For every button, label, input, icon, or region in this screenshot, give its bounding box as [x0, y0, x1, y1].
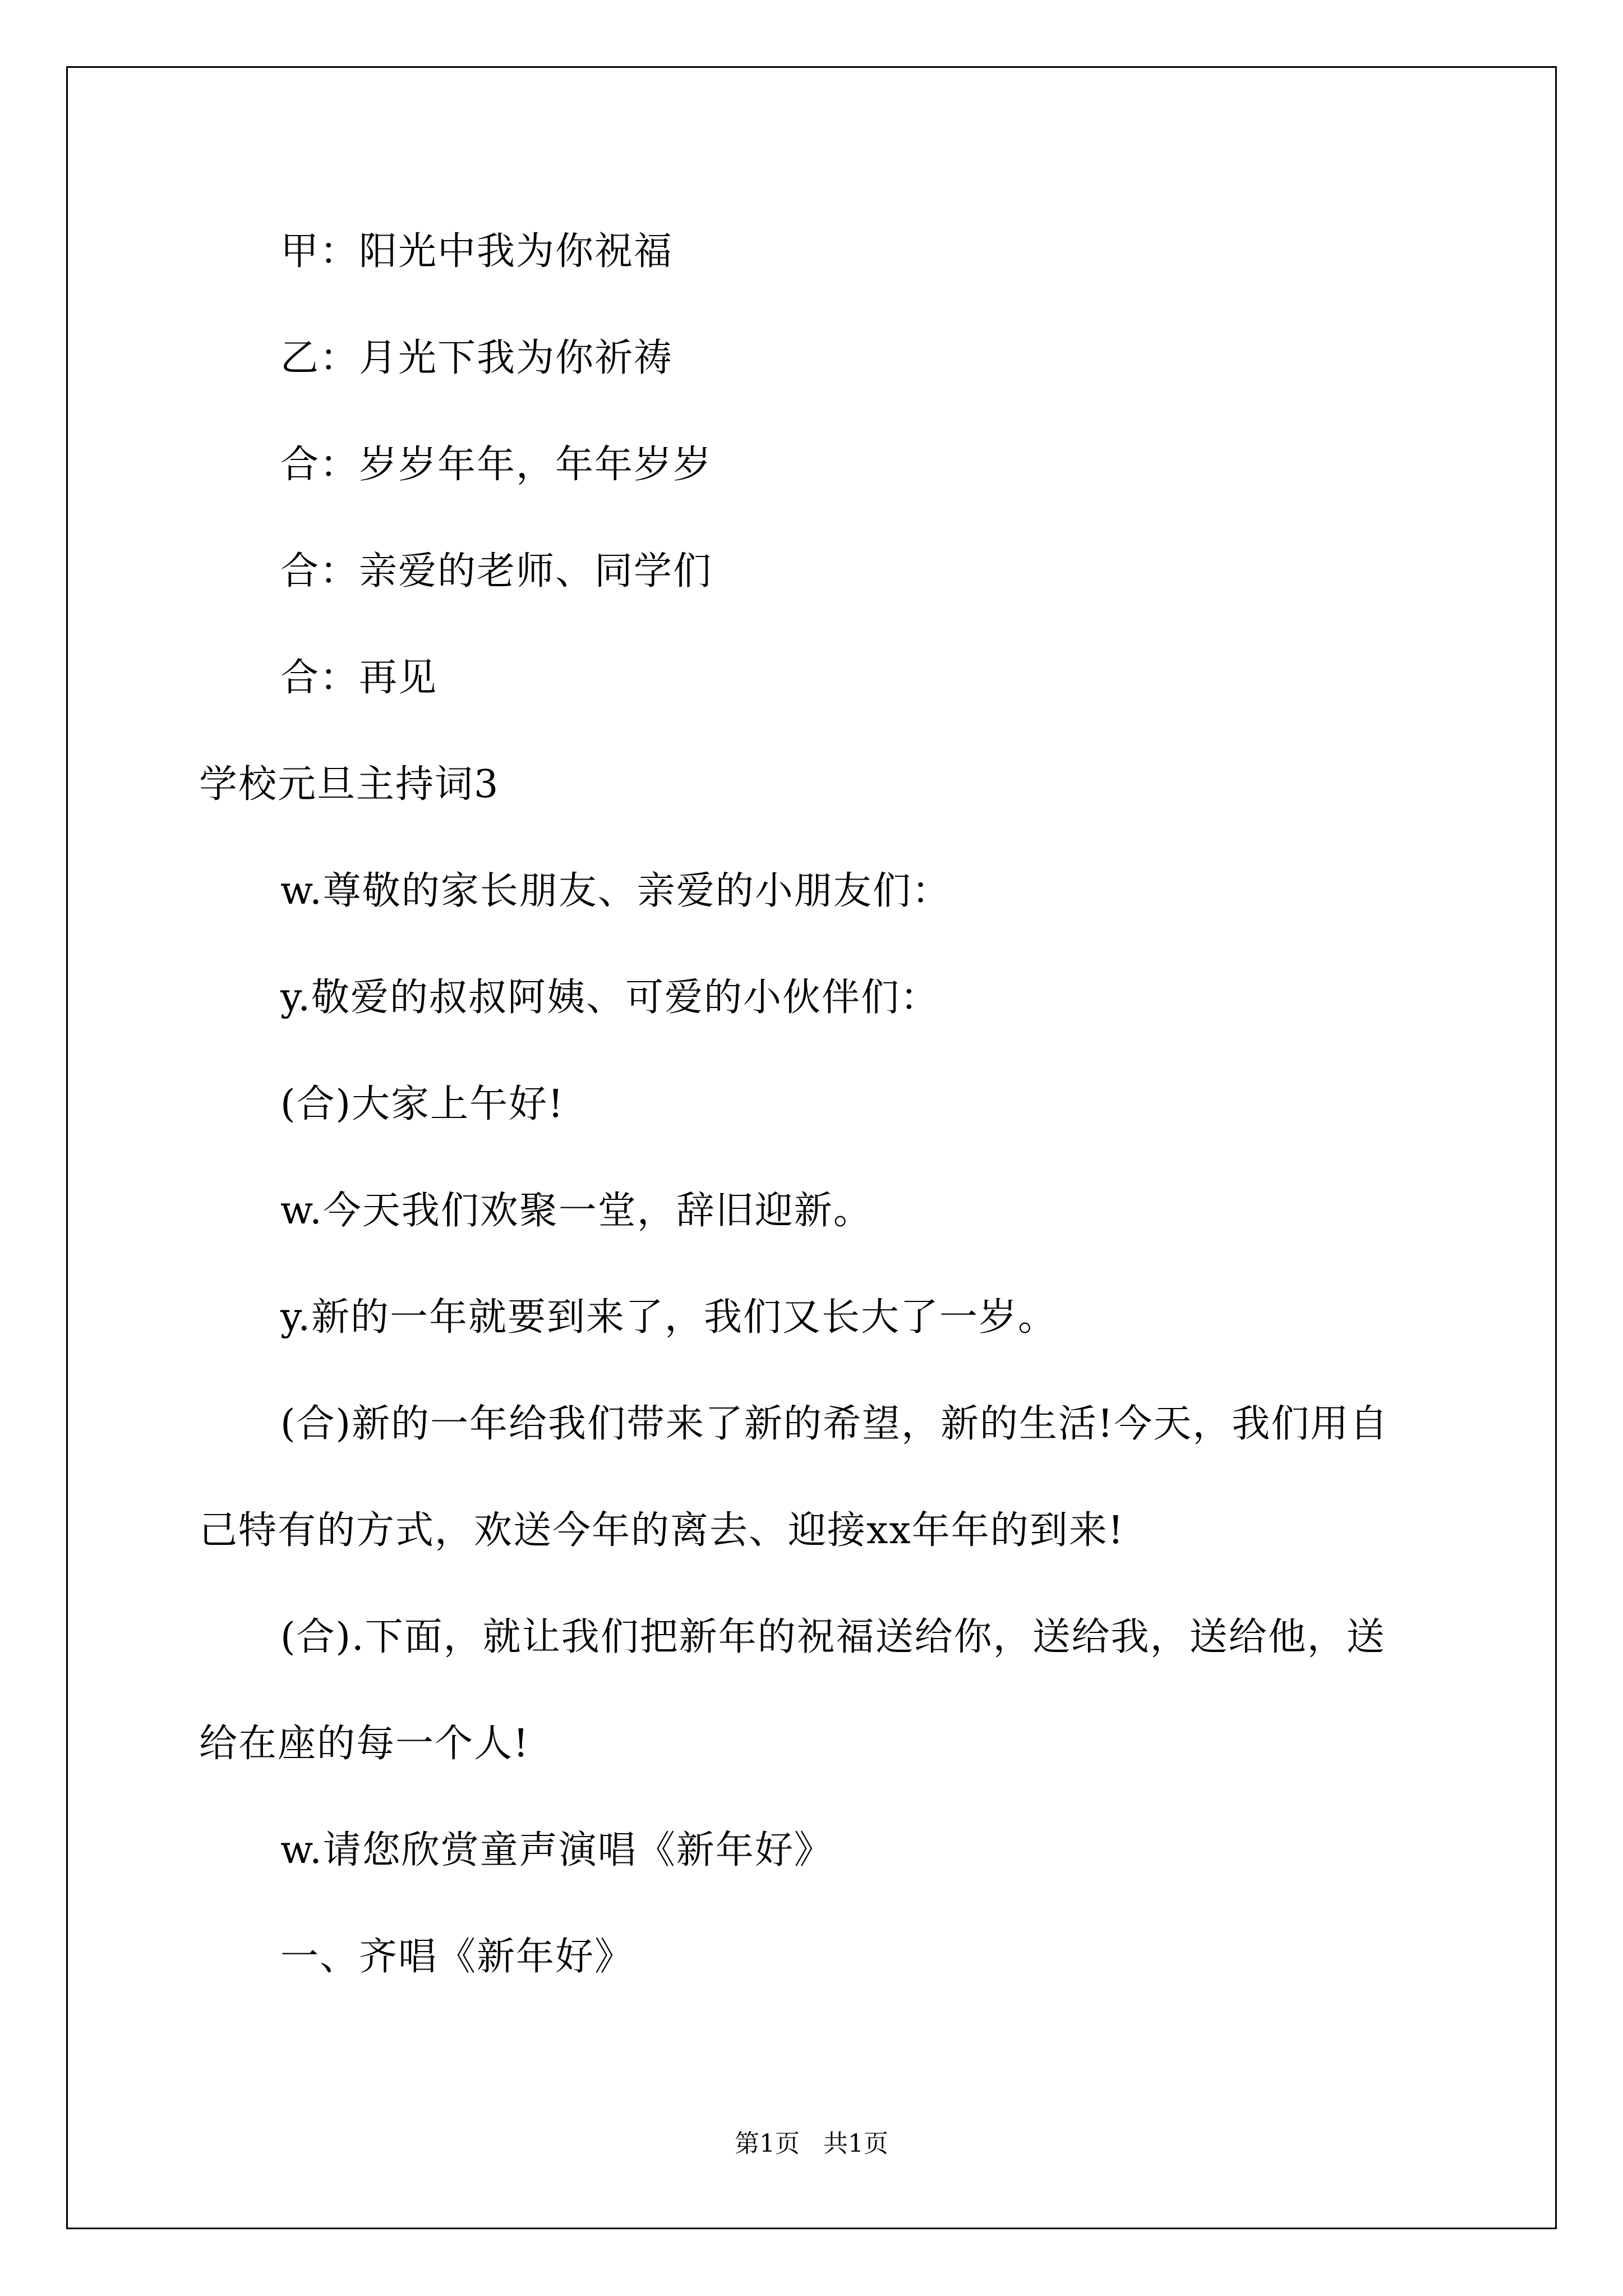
- dialogue-line: 一、齐唱《新年好》: [280, 1935, 634, 1979]
- dialogue-line: 合：岁岁年年，年年岁岁: [280, 443, 713, 487]
- dialogue-line-continuation: 己特有的方式，欢送今年的离去、迎接xx年年的到来!: [199, 1508, 1125, 1553]
- dialogue-line: 合：亲爱的老师、同学们: [280, 549, 713, 593]
- dialogue-line: w.请您欣赏童声演唱《新年好》: [280, 1828, 833, 1872]
- dialogue-line: (合)新的一年给我们带来了新的希望，新的生活!今天，我们用自: [280, 1402, 1389, 1446]
- dialogue-line: 乙：月光下我为你祈祷: [280, 336, 674, 380]
- dialogue-line-continuation: 给在座的每一个人!: [199, 1722, 530, 1766]
- page-border: [66, 66, 1557, 2229]
- dialogue-line: 合：再见: [280, 656, 438, 700]
- page-footer: 第1页 共1页: [735, 2129, 888, 2158]
- section-heading: 学校元旦主持词3: [199, 762, 500, 807]
- dialogue-line: w.尊敬的家长朋友、亲爱的小朋友们：: [280, 869, 951, 913]
- dialogue-line: 甲：阳光中我为你祝福: [280, 229, 674, 274]
- dialogue-line: (合).下面，就让我们把新年的祝福送给你，送给我，送给他，送: [280, 1615, 1386, 1659]
- dialogue-line: y.敬爱的叔叔阿姨、可爱的小伙伴们：: [280, 976, 940, 1020]
- dialogue-line: y.新的一年就要到来了，我们又长大了一岁。: [280, 1295, 1058, 1340]
- dialogue-line: (合)大家上午好!: [280, 1082, 565, 1126]
- dialogue-line: w.今天我们欢聚一堂，辞旧迎新。: [280, 1189, 873, 1233]
